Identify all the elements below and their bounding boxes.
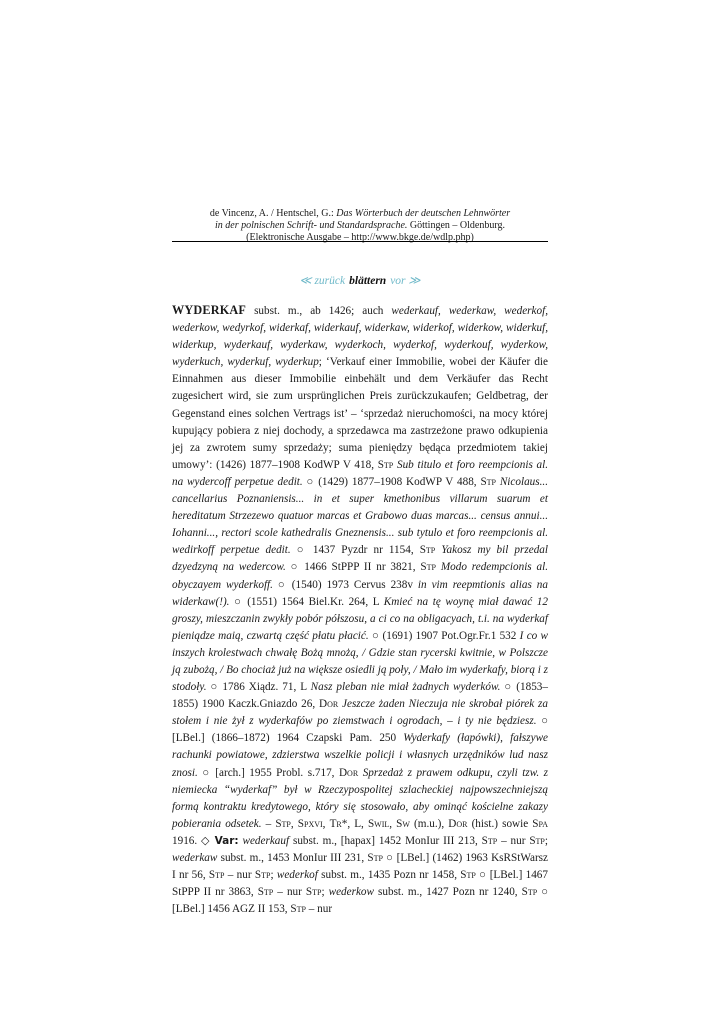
entry-text: ;	[544, 834, 548, 847]
entry-text: ○ 1466 StPPP II nr 3821,	[285, 561, 421, 574]
source-abbreviation: Stp	[290, 903, 306, 916]
source-abbreviation: Stp	[529, 834, 545, 847]
entry-body	[172, 305, 548, 915]
italic-text: wederkaw	[172, 852, 218, 864]
citation-line-3: (Elektronische Ausgabe – http://www.bkge.de/wdlp.php)	[246, 232, 474, 243]
dictionary-entry	[172, 302, 548, 918]
italic-text: wederkof	[276, 869, 318, 882]
citation-authors: de Vincenz, A. / Hentschel, G.:	[209, 208, 337, 219]
header-divider	[172, 241, 548, 242]
entry-text: – nur	[273, 886, 306, 899]
entry-text: ○ 1437 Pyzdr nr 1154,	[290, 544, 420, 557]
entry-text: ○ (1691) 1907 Pot.Ogr.Fr.1 532	[368, 629, 520, 642]
citation-title-part-2: in der polnischen Schrift- und Standardsprache.	[215, 220, 408, 231]
citation-title-part-1: Das Wörterbuch der deutschen Lehnwörter	[336, 208, 511, 219]
source-abbreviation: Spa	[532, 817, 548, 830]
source-abbreviation: Stp	[419, 544, 436, 557]
entry-text: ○ (1540) 1973 Cervus 238v	[272, 578, 418, 591]
entry-text: (m.u.),	[409, 817, 449, 830]
source-abbreviation: Stp	[521, 886, 538, 899]
italic-text: Kmieć na tę woynę miał dawać 12 groszy, mieszczanin zwykły pobór półszosu, a ci co na obligacyach, t.i. na wyderkaf pieniądze maią, czwartą część płatu płacić.	[172, 595, 548, 642]
entry-text: ,	[322, 817, 330, 830]
source-abbreviation: Stp	[254, 869, 271, 882]
entry-text: – nur	[224, 869, 255, 882]
entry-text: subst. m., ab 1426; auch	[246, 305, 392, 317]
entry-text: subst. m., [hapax] 1452 MonIur III 213,	[289, 834, 482, 847]
citation-header	[172, 208, 548, 244]
entry-text: *, L,	[341, 817, 368, 830]
italic-text: Yakosz my bil przedal dzyedzyną na wedercow.	[172, 544, 548, 574]
browse-label: blättern	[349, 275, 387, 287]
entry-text: ;	[270, 869, 277, 882]
source-abbreviation: Tr	[329, 817, 342, 830]
source-abbreviation: Spxvi	[297, 817, 323, 830]
italic-text: Nasz pleban nie miał żadnych wyderków.	[310, 681, 501, 694]
source-abbreviation: Stp	[275, 817, 291, 830]
italic-text: Sprzedaż z prawem odkupu, czyli tzw. z niemiecka “wyderkaf” był w Rzeczypospolitej szlacheckiej najpowszechniejszą formą kontraktu kredytowego, który się stosowało, aby ominąć kościelne zakazy pobierania odsetek.	[172, 766, 549, 830]
source-abbreviation: Stp	[377, 458, 394, 471]
entry-text: ○ (1429) 1877–1908 KodWP V 488,	[302, 475, 481, 488]
source-abbreviation: Stp	[257, 886, 274, 899]
page-navigation	[172, 274, 548, 288]
source-abbreviation: Stp	[305, 886, 322, 899]
source-abbreviation: Stp	[208, 869, 225, 882]
citation-publisher: Göttingen – Oldenburg.	[407, 220, 505, 231]
citation-line-2	[172, 220, 548, 232]
source-abbreviation: Dor	[338, 766, 359, 779]
entry-headword: WYDERKAF	[172, 303, 247, 317]
italic-text: wederkow	[328, 886, 374, 899]
entry-text: – nur	[305, 903, 333, 916]
italic-text: Wyderkafy (łapówki), fałszywe rachunki powiatowe, zdzierstwa wszelkie policji i własnych urzędników lud nasz znosi.	[172, 732, 548, 779]
italic-text: Nicolaus... cancellarius Poznaniensis... in et super kmethonibus villarum suarum et hereditatum Strzezewo quatuor marcas et Grabowo duas marcas... census annui... Iohanni..., rectori scole kathedralis Gneznensis... sub tytulo et foro reempcionis al. wedirkoff perpetue dedit.	[172, 475, 549, 557]
variants-label: Var:	[214, 834, 239, 847]
citation-line-1	[172, 208, 548, 220]
entry-text: ,	[389, 817, 397, 830]
entry-text: subst. m., 1427 Pozn nr 1240,	[374, 886, 522, 899]
italic-text: Jeszcze żaden Nieczuja nie skrobał piórek za stołem i nie żył z wyderkafów po ziemstwach i ogrodach, – i ty nie będziesz.	[172, 698, 549, 728]
italic-text: wederkauf	[242, 834, 290, 847]
italic-text: I co w inszych krolestwach chwałę Bożą mnożą, / Gdzie stan rycerski kwitnie, w Polszcze ją zubożą, / Bo chociaż już na większe osiedli ją poły, / Mało im wyderkafy, biorą i z stodoły.	[172, 629, 548, 694]
forward-link[interactable]: vor ≫	[390, 275, 421, 287]
source-abbreviation: Stp	[420, 561, 436, 574]
source-abbreviation: Stp	[480, 475, 496, 488]
entry-text: ○ [LBel.] 1456 AGZ II 153,	[172, 886, 549, 916]
entry-text: subst. m., 1435 Pozn nr 1458,	[317, 869, 461, 882]
source-abbreviation: Swil	[367, 817, 390, 830]
entry-text: ○ [arch.] 1955 Probl. s.717,	[197, 766, 339, 779]
entry-text: ○ (1551) 1564 Biel.Kr. 264, L	[229, 595, 384, 608]
source-abbreviation: Sw	[396, 817, 410, 830]
entry-text: ○ [LBel.] (1462) 1963 KsRStWarsz I nr 56,	[172, 852, 549, 882]
entry-text: 1916. ◇	[172, 834, 215, 847]
entry-text: ○ [LBel.] 1467 StPPP II nr 3863,	[172, 869, 548, 899]
entry-text: ○ 1786 Xiądz. 71, L	[206, 681, 311, 694]
entry-text: (hist.) sowie	[467, 817, 533, 830]
entry-text: ○ (1853–1855) 1900 Kaczk.Gniazdo 26,	[172, 681, 548, 711]
source-abbreviation: Stp	[367, 852, 383, 864]
source-abbreviation: Dor	[318, 698, 339, 711]
italic-text: Modo redempcionis al. obyczayem wyderkoff.	[172, 561, 548, 591]
entry-text: subst. m., 1453 MonIur III 231,	[217, 852, 368, 864]
entry-text: ○ [LBel.] (1866–1872) 1964 Czapski Pam. 250	[172, 715, 548, 745]
entry-text: ,	[290, 817, 298, 830]
source-abbreviation: Dor	[448, 817, 468, 830]
entry-text: – nur	[497, 834, 530, 847]
entry-text: –	[261, 817, 276, 830]
entry-text: ; ‘Verkauf einer Immobilie, wobei der Käufer die Einnahmen aus dieser Immobilie einbehält und dem Verkäufer das Recht zugesichert wird, sie zum ursprünglichen Preis zurückzukaufen; Geldbetrag, der Gegenstand eines solchen Vertrags ist’ – ‘sprzedaż nieruchomości, na mocy której kupujący pobiera z niej dochody, a sprzedawca ma zastrzeżone prawo odkupienia jej za zwrotem sumy sprzedaży; suma pieniędzy będąca przedmiotem takiej umowy’: (1426) 1877–1908 KodWP V 418,	[172, 356, 548, 471]
italic-text: wederkauf, wederkaw, wederkof, wederkow, wedyrkof, widerkaf, widerkauf, widerkaw, widerkof, widerkow, widerkuf, widerkup, wyderkauf, wyderkaw, wyderkoch, wyderkof, wyderkouf, wyderkow, wyderkuch, wyderkuf, wyderkup	[172, 305, 548, 369]
italic-text: Sub titulo et foro reempcionis al. na wydercoff perpetue dedit.	[172, 458, 548, 488]
source-abbreviation: Stp	[481, 834, 498, 847]
back-link[interactable]: ≪ zurück	[299, 275, 346, 287]
source-abbreviation: Stp	[460, 869, 476, 882]
entry-text: ;	[321, 886, 329, 899]
italic-text: in vim reepmtionis alias na widerkaw(!).	[172, 578, 548, 608]
